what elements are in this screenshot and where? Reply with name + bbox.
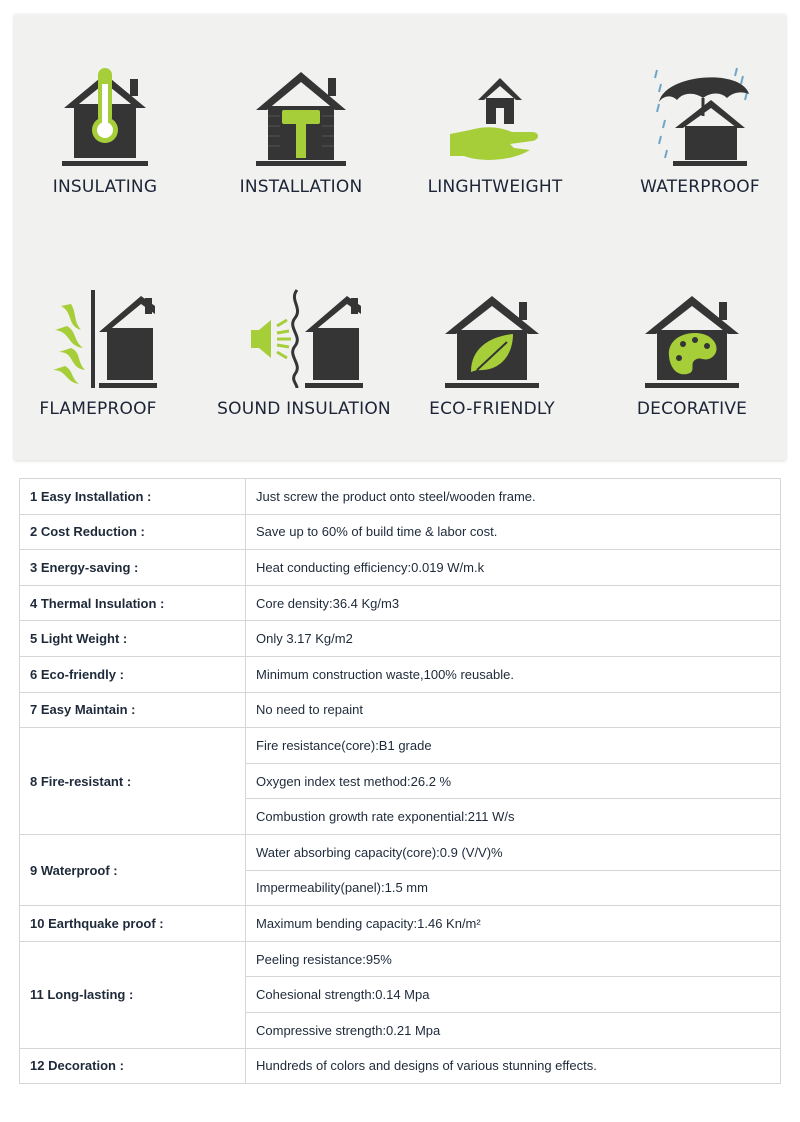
spec-name: 5 Light Weight : — [20, 621, 246, 657]
spec-name: 2 Cost Reduction : — [20, 514, 246, 550]
table-row — [20, 692, 781, 728]
feature-installation — [201, 64, 401, 197]
house-umbrella-icon — [645, 64, 755, 169]
spec-value: Impermeability(panel):1.5 mm — [246, 870, 781, 906]
feature-flameproof — [0, 286, 198, 419]
specs-table — [19, 478, 781, 1084]
spec-value: Only 3.17 Kg/m2 — [246, 621, 781, 657]
feature-label: INSTALLATION — [239, 177, 363, 197]
table-row — [20, 656, 781, 692]
feature-sound-insulation — [204, 286, 404, 419]
house-hammer-icon — [246, 64, 356, 169]
spec-value: Just screw the product onto steel/wooden frame. — [246, 479, 781, 515]
spec-name: 10 Earthquake proof : — [20, 906, 246, 942]
spec-value: Core density:36.4 Kg/m3 — [246, 585, 781, 621]
spec-name: 9 Waterproof : — [20, 834, 246, 905]
spec-value: Maximum bending capacity:1.46 Kn/m² — [246, 906, 781, 942]
spec-value: Water absorbing capacity(core):0.9 (V/V)% — [246, 834, 781, 870]
spec-name: 7 Easy Maintain : — [20, 692, 246, 728]
spec-value: Hundreds of colors and designs of various stunning effects. — [246, 1048, 781, 1084]
spec-name: 4 Thermal Insulation : — [20, 585, 246, 621]
spec-name: 3 Energy-saving : — [20, 550, 246, 586]
feature-label: DECORATIVE — [636, 399, 748, 419]
spec-value: Cohesional strength:0.14 Mpa — [246, 977, 781, 1013]
spec-name: 1 Easy Installation : — [20, 479, 246, 515]
spec-value: Minimum construction waste,100% reusable. — [246, 656, 781, 692]
spec-value: Peeling resistance:95% — [246, 941, 781, 977]
feature-label: INSULATING — [52, 177, 158, 197]
house-speaker-wall-icon — [239, 286, 369, 391]
feature-waterproof — [600, 64, 800, 197]
house-palette-icon — [637, 286, 747, 391]
spec-value: No need to repaint — [246, 692, 781, 728]
table-row — [20, 906, 781, 942]
spec-name: 11 Long-lasting : — [20, 941, 246, 1048]
spec-value: Heat conducting efficiency:0.019 W/m.k — [246, 550, 781, 586]
table-row — [20, 1048, 781, 1084]
spec-value: Oxygen index test method:26.2 % — [246, 763, 781, 799]
table-row — [20, 941, 781, 977]
feature-eco-friendly — [392, 286, 592, 419]
table-row — [20, 834, 781, 870]
spec-value: Fire resistance(core):B1 grade — [246, 728, 781, 764]
feature-lightweight — [395, 64, 595, 197]
table-row — [20, 479, 781, 515]
table-row — [20, 585, 781, 621]
table-row — [20, 621, 781, 657]
spec-name: 6 Eco-friendly : — [20, 656, 246, 692]
spec-name: 8 Fire-resistant : — [20, 728, 246, 835]
house-thermometer-icon — [50, 64, 160, 169]
feature-decorative — [592, 286, 792, 419]
features-banner — [14, 14, 786, 460]
feature-label: FLAMEPROOF — [39, 399, 157, 419]
feature-insulating — [5, 64, 205, 197]
spec-name: 12 Decoration : — [20, 1048, 246, 1084]
spec-value: Save up to 60% of build time & labor cost. — [246, 514, 781, 550]
feature-label: WATERPROOF — [640, 177, 760, 197]
table-row — [20, 514, 781, 550]
spec-value: Combustion growth rate exponential:211 W/s — [246, 799, 781, 835]
table-row — [20, 728, 781, 764]
feature-label: LINGHTWEIGHT — [427, 177, 563, 197]
house-flame-wall-icon — [33, 286, 163, 391]
feature-label: SOUND INSULATION — [217, 399, 391, 419]
feature-label: ECO-FRIENDLY — [429, 399, 555, 419]
house-leaf-icon — [437, 286, 547, 391]
spec-value: Compressive strength:0.21 Mpa — [246, 1012, 781, 1048]
house-on-hand-icon — [440, 64, 550, 169]
table-row — [20, 550, 781, 586]
